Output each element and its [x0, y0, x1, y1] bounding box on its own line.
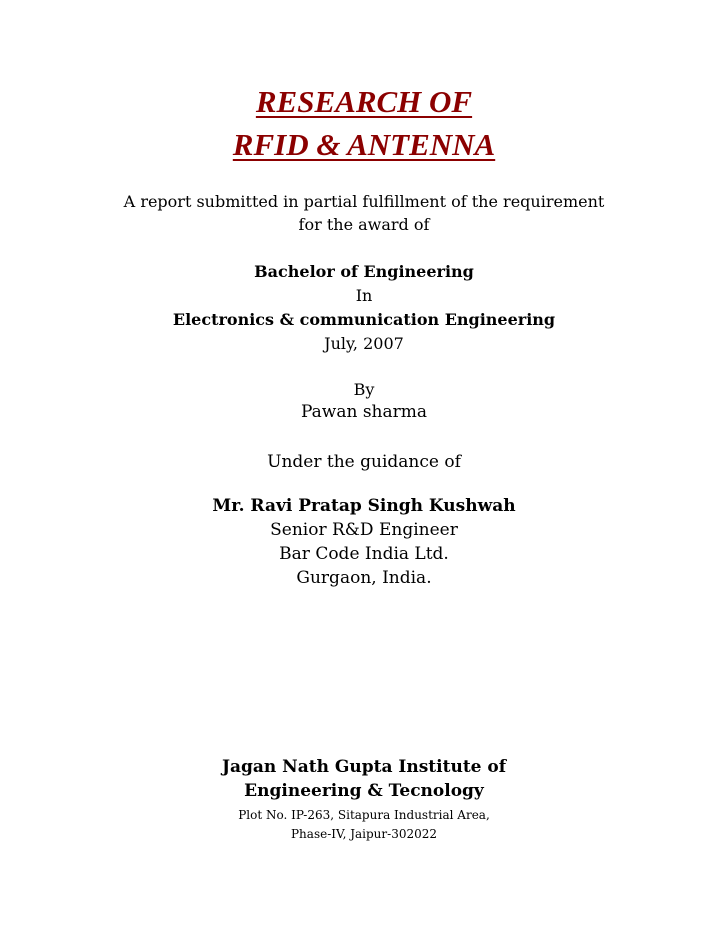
institute-name-line-1: Jagan Nath Gupta Institute of	[221, 757, 507, 777]
institute-address-line-1: Plot No. IP-263, Sitapura Industrial Area,	[238, 808, 490, 822]
author-name: Pawan sharma	[300, 402, 428, 422]
guide-designation: Senior R&D Engineer	[270, 520, 458, 540]
guide-location: Gurgaon, India.	[296, 568, 432, 588]
guidance-intro: Under the guidance of	[267, 452, 461, 472]
degree-field: Electronics & communication Engineering	[172, 310, 556, 329]
institute-name-line-2: Engineering & Tecnology	[244, 781, 484, 801]
degree-in: In	[355, 286, 373, 305]
guide-company: Bar Code India Ltd.	[279, 544, 449, 564]
report-title-line-2: RFID & ANTENNA	[232, 127, 496, 162]
author-by: By	[353, 380, 375, 399]
institute-address-line-2: Phase-IV, Jaipur-302022	[290, 827, 438, 841]
submission-statement-line-1: A report submitted in partial fulfillment of the requirement	[123, 192, 605, 211]
report-title-line-1: RESEARCH OF	[255, 84, 473, 119]
degree-date: July, 2007	[324, 334, 404, 353]
guide-name: Mr. Ravi Pratap Singh Kushwah	[212, 496, 516, 516]
submission-statement-line-2: for the award of	[298, 215, 430, 234]
degree-name: Bachelor of Engineering	[254, 262, 474, 281]
